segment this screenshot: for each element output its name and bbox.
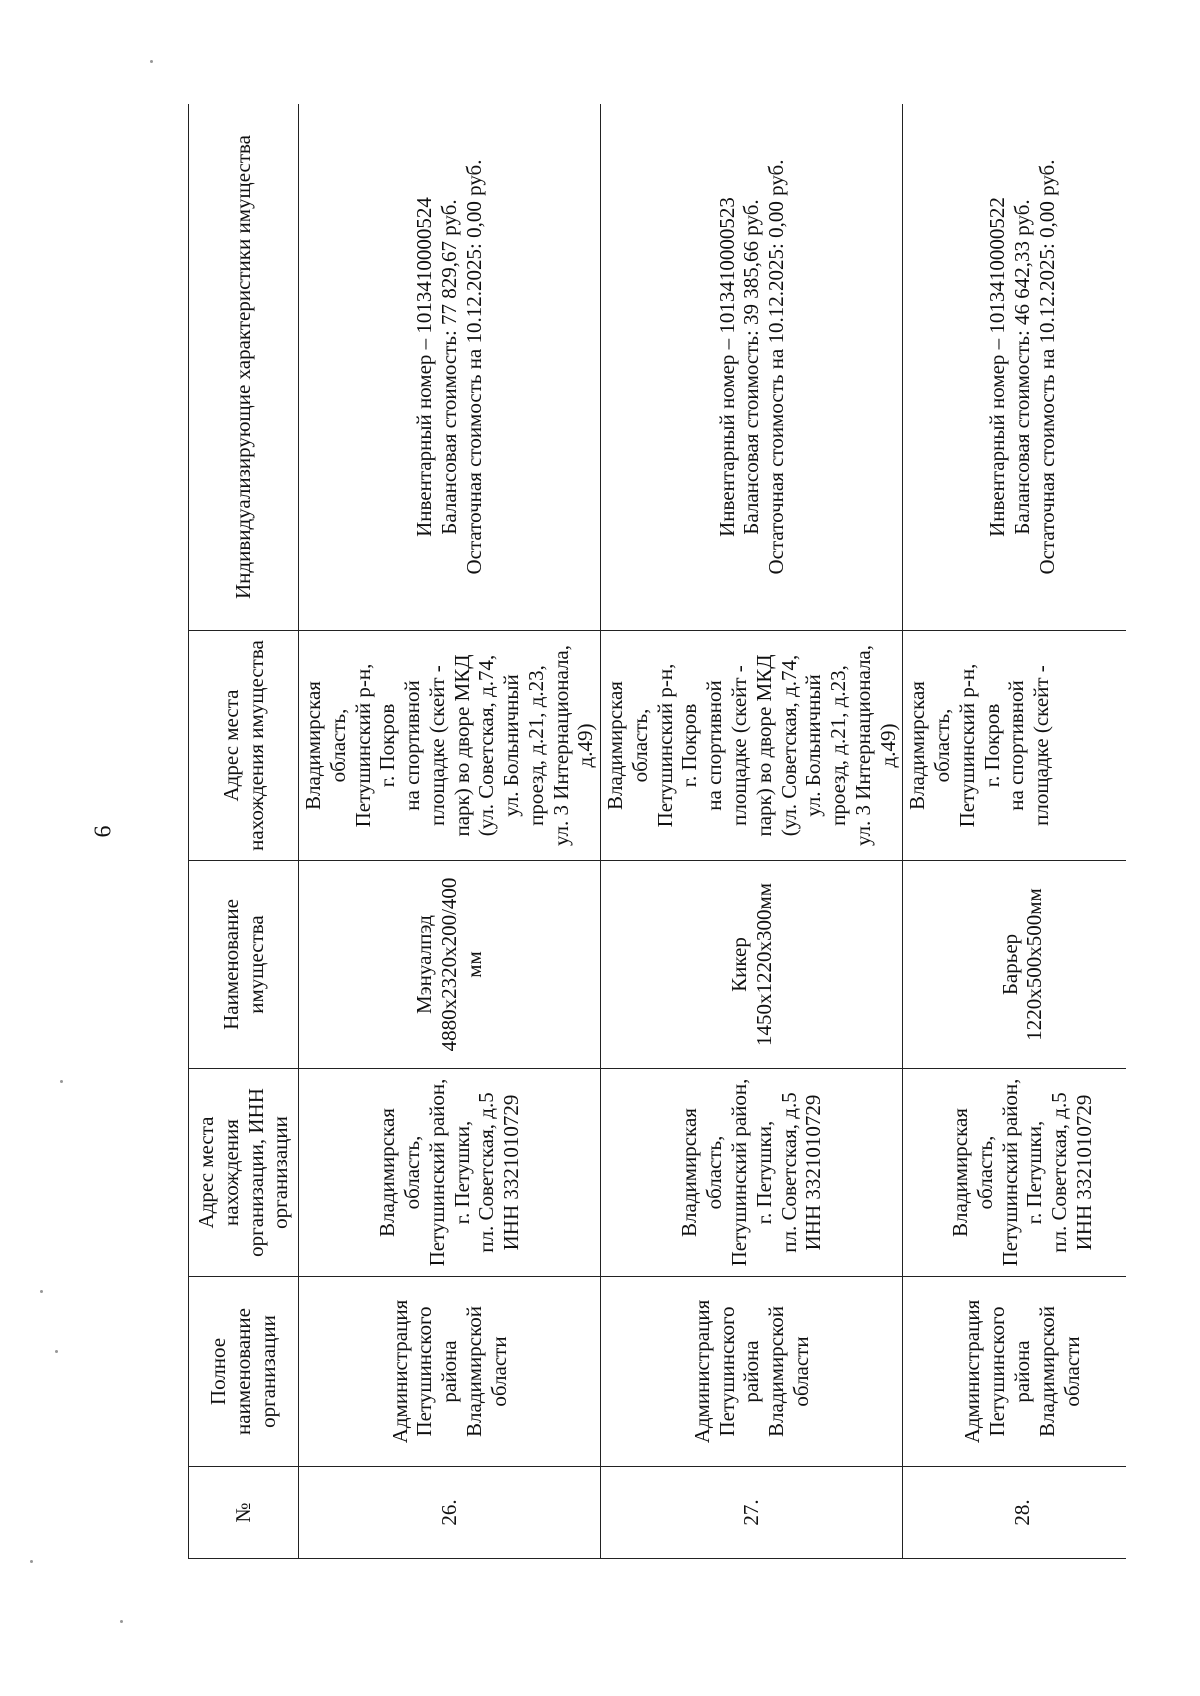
header-organization-name: Полное наименование организации bbox=[189, 1277, 299, 1467]
table-header-row bbox=[189, 104, 299, 1559]
organization-address: Владимирская область, Петушинский район, г. Петушки, пл. Советская, д.5 ИНН 3321010729 bbox=[601, 1069, 903, 1277]
scan-speck bbox=[60, 1080, 63, 1083]
table-row bbox=[903, 104, 1126, 1559]
organization-address: Владимирская область, Петушинский район, г. Петушки, пл. Советская, д.5 ИНН 3321010729 bbox=[903, 1069, 1126, 1277]
property-address: Владимирская область, Петушинский р-н, г. Покров на спортивной площадке (скейт - парк) во дворе МКД (ул. Советская, д.74, ул. Больничный проезд, д.21, д.23, ул. 3 Интернационала, д.49) bbox=[299, 631, 601, 861]
organization-address: Владимирская область, Петушинский район, г. Петушки, пл. Советская, д.5 ИНН 3321010729 bbox=[299, 1069, 601, 1277]
property-name: Мэнуалпэд 4880x2320x200/400 мм bbox=[299, 861, 601, 1069]
organization-name: Администрация Петушинского района Владимирской области bbox=[601, 1277, 903, 1467]
property-name: Кикер 1450x1220x300мм bbox=[601, 861, 903, 1069]
organization-name: Администрация Петушинского района Владимирской области bbox=[903, 1277, 1126, 1467]
row-number: 27. bbox=[601, 1467, 903, 1559]
scan-speck bbox=[120, 1620, 123, 1623]
header-property-name: Наименование имущества bbox=[189, 861, 299, 1069]
table-wrapper bbox=[188, 104, 1126, 1559]
property-address: Владимирская область, Петушинский р-н, г. Покров на спортивной площадке (скейт - bbox=[903, 631, 1126, 861]
property-characteristics: Инвентарный номер – 1013410000522 Балансовая стоимость: 46 642,33 руб. Остаточная стоимость на 10.12.2025: 0,00 руб. bbox=[903, 104, 1126, 631]
scan-speck bbox=[55, 1350, 58, 1353]
property-address: Владимирская область, Петушинский р-н, г. Покров на спортивной площадке (скейт - парк) во дворе МКД (ул. Советская, д.74, ул. Больничный проезд, д.21, д.23, ул. 3 Интернационала, д.49) bbox=[601, 631, 903, 861]
property-characteristics: Инвентарный номер – 1013410000523 Балансовая стоимость: 39 385,66 руб. Остаточная стоимость на 10.12.2025: 0,00 руб. bbox=[601, 104, 903, 631]
header-property-address: Адрес места нахождения имущества bbox=[189, 631, 299, 861]
scan-speck bbox=[30, 1560, 33, 1563]
scan-speck bbox=[150, 60, 153, 63]
row-number: 28. bbox=[903, 1467, 1126, 1559]
header-number: № bbox=[189, 1467, 299, 1559]
rotated-table-frame bbox=[188, 104, 1126, 1559]
organization-name: Администрация Петушинского района Владимирской области bbox=[299, 1277, 601, 1467]
property-name: Барьер 1220x500x500мм bbox=[903, 861, 1126, 1069]
table-row bbox=[299, 104, 601, 1559]
row-number: 26. bbox=[299, 1467, 601, 1559]
scan-speck bbox=[40, 1290, 43, 1293]
property-characteristics: Инвентарный номер – 1013410000524 Балансовая стоимость: 77 829,67 руб. Остаточная стоимость на 10.12.2025: 0,00 руб. bbox=[299, 104, 601, 631]
table-row bbox=[601, 104, 903, 1559]
header-characteristics: Индивидуализирующие характеристики имущества bbox=[189, 104, 299, 631]
property-register-table bbox=[188, 104, 1126, 1559]
header-organization-address: Адрес места нахождения организации, ИНН организации bbox=[189, 1069, 299, 1277]
page-number: 6 bbox=[90, 825, 117, 838]
